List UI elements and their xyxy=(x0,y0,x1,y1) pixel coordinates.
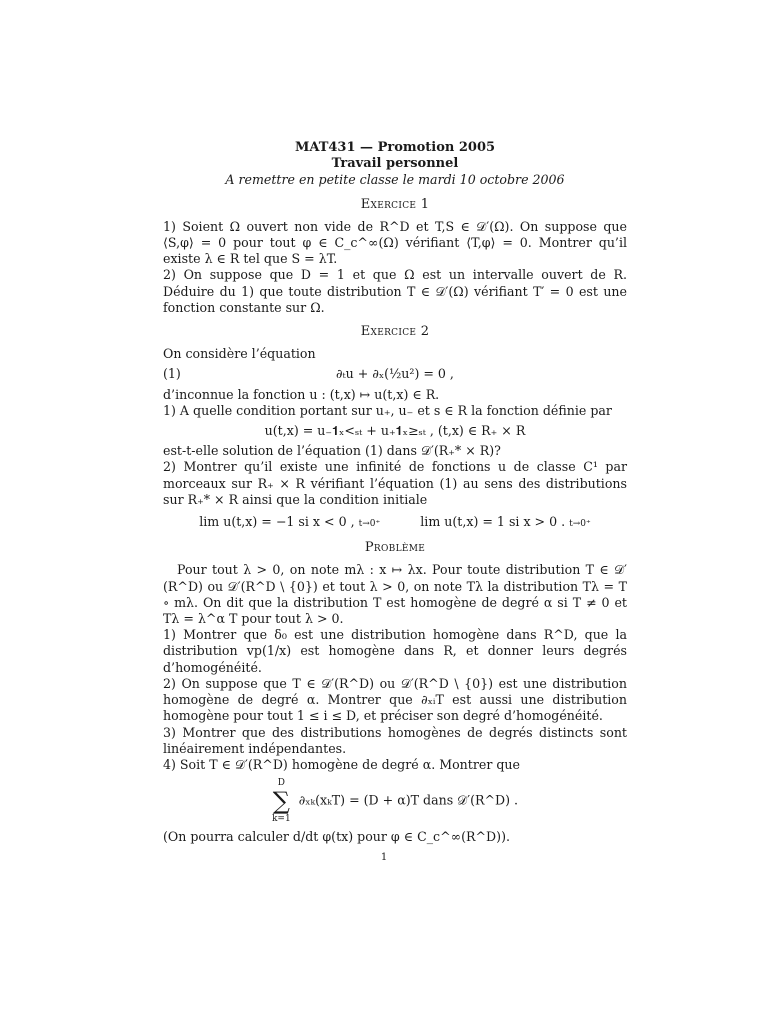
problem-intro: Pour tout λ > 0, on note mλ : x ↦ λx. Pour toute distribution T ∈ 𝒟′(R^D) ou 𝒟′(R^D \ {0}) et tout λ > 0, on note Tλ la distribution Tλ = T ∘ mλ. On dit que la distribution T est homogène de degré α si T ≠ 0 et Tλ = λ^α T pour tout λ > 0. xyxy=(163,562,627,627)
limit-subscript: t→0⁺ xyxy=(569,519,591,530)
exercise2-intro: On considère l’équation xyxy=(163,346,316,362)
equation-1 xyxy=(163,366,627,382)
assignment-title: Travail personnel xyxy=(331,156,459,172)
problem-question3: 3) Montrer que des distributions homogènes de degrés distincts sont linéairement indépendantes. xyxy=(163,724,627,756)
equation-2: u(t,x) = u₋𝟏ₓ<ₛₜ + u₊𝟏ₓ≥ₛₜ , (t,x) ∈ R₊ × R xyxy=(264,423,526,439)
course-title: MAT431 — Promotion 2005 xyxy=(294,140,496,155)
problem-question2: 2) On suppose que T ∈ 𝒟′(R^D) ou 𝒟′(R^D \ {0}) est une distribution homogène de degré α. Montrer que ∂ₓᵢT est aussi une distribution homogène pour tout 1 ≤ i ≤ D, et préciser son degré d’homogénéité. xyxy=(163,675,627,724)
limit-right: lim u(t,x) = 1 si x > 0 . t→0⁺ xyxy=(420,514,591,530)
summation-equation xyxy=(163,777,627,825)
summation-symbol: D ∑ k=1 xyxy=(271,778,291,825)
exercise1-question2: 2) On suppose que D = 1 et que Ω est un intervalle ouvert de R. Déduire du 1) que toute distribution T ∈ 𝒟′(Ω) vérifiant T′ = 0 est une fonction constante sur Ω. xyxy=(163,267,627,315)
problem-hint: (On pourra calculer d/dt φ(tx) pour φ ∈ C_c^∞(R^D)). xyxy=(163,829,510,845)
exercise1-heading: Exercice 1 xyxy=(360,196,430,212)
document-content xyxy=(163,140,627,845)
equation-body: ∂ₜu + ∂ₓ(½u²) = 0 , xyxy=(336,366,454,382)
exercise2-heading: Exercice 2 xyxy=(360,324,430,340)
limit-subscript: t→0⁺ xyxy=(358,519,381,530)
problem-question4: 4) Soit T ∈ 𝒟′(R^D) homogène de degré α. Montrer que xyxy=(163,756,520,772)
summation-body: ∂ₓₖ(xₖT) = (D + α)T dans 𝒟′(R^D) . xyxy=(298,792,519,808)
exercise2-unknown: d’inconnue la fonction u : (t,x) ↦ u(t,x) ∈ R. xyxy=(163,386,440,402)
exercise2-question1-end: est-t-elle solution de l’équation (1) dans 𝒟′(R₊* × R)? xyxy=(163,443,501,459)
exercise2-question1: 1) A quelle condition portant sur u₊, u₋ et s ∈ R la fonction définie par xyxy=(163,402,612,418)
initial-condition xyxy=(163,514,627,530)
exercise2-question2: 2) Montrer qu’il existe une infinité de fonctions u de classe C¹ par morceaux sur R₊ × R vérifiant l’équation (1) au sens des distributions sur R₊* × R ainsi que la condition initiale xyxy=(163,459,627,507)
equation-label: (1) xyxy=(163,366,181,382)
problem-heading: Problème xyxy=(364,540,426,556)
problem-question1: 1) Montrer que δ₀ est une distribution homogène dans R^D, que la distribution vp(1/x) est homogène dans R, et donner leurs degrés d’homogénéité. xyxy=(163,627,627,675)
page-number: 1 xyxy=(380,852,388,863)
limit-left: lim u(t,x) = −1 si x < 0 , t→0⁺ xyxy=(199,514,381,530)
due-date-note: A remettre en petite classe le mardi 10 octobre 2006 xyxy=(225,172,565,188)
exercise1-question1: 1) Soient Ω ouvert non vide de R^D et T,S ∈ 𝒟′(Ω). On suppose que ⟨S,φ⟩ = 0 pour tout φ ∈ C_c^∞(Ω) vérifiant ⟨T,φ⟩ = 0. Montrer qu’il existe λ ∈ R tel que S = λT. xyxy=(163,218,627,267)
